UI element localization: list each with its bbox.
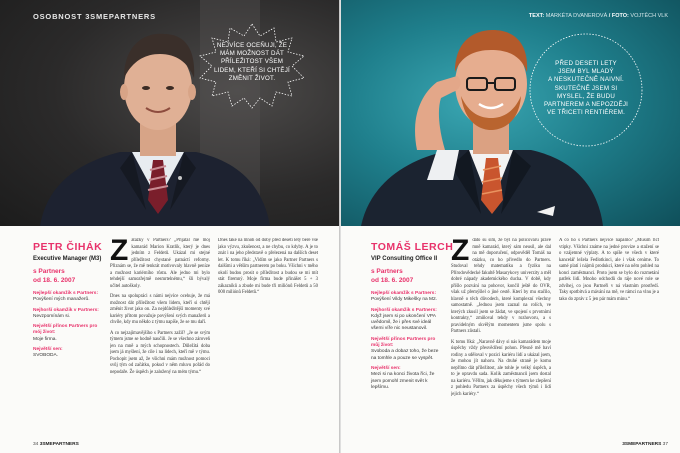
member-since: od 18. 6. 2007 <box>33 276 76 284</box>
article-column-1-left <box>110 238 210 438</box>
qa-answer: SVOBODA. <box>33 353 59 359</box>
article-paragraph: Dnes také na mnoh od doby před deseti lety bere vše jako výzvu, zkušenost, a ne chybu, co kdyby. A je to znát i na jeho představě o přelezená na dalších deset let. K tomu říká: „Vidím se jako Partner Partners s dalšími a větším partnerem po boku. Všichni v mého okolí budou prosit o příležitost a budou se mi mít stát firemný. Moje firma bude přinášet 5 + 3 zákazníků a zbude mi bude tři miliónů Feldetů a 50 000 miliónů Feldetů.“ <box>218 238 318 295</box>
article-paragraph: A co nejzajímavějšího s Partners zažil? „Je se svým týmem jsme se hodně naučili. Je se všechno zároveň jen na mně a mých schopnostech. Důležitá doba jsem já myšlení, že cíle i na lidech, kteří mě v týmu. Pochopit jsem až, že všichni mám možnost pomoci svůj tým od začátku, pokud v něm mluvu pořád do nepodaře. Že úspěch je založený na mém týmu.“ <box>110 330 210 375</box>
credit-line <box>529 13 668 19</box>
qa-answer: Nevzpomínám si. <box>33 313 71 319</box>
person-name-right: TOMÁŠ LERCH <box>371 241 454 253</box>
page-number: 37 <box>662 442 668 447</box>
qa-answer: Povýšení mých manažerů. <box>33 297 90 303</box>
qa-question: Nejlepší okamžik s Partners: <box>371 291 437 296</box>
quote-line: LIDEM, KTEŘÍ SI CHTĚJÍ <box>214 66 290 74</box>
article-column-2-left <box>218 238 318 338</box>
drop-cap: Z <box>451 238 470 267</box>
qa-list-right <box>371 291 443 395</box>
quote-line: PARTNEREM A NEPOZDĚJI <box>543 101 629 109</box>
drop-cap: Z <box>110 238 129 267</box>
quote-bubble-left <box>196 22 308 110</box>
member-since: od 18. 6. 2007 <box>371 276 414 284</box>
credit-photo-label: / FOTO: <box>608 13 629 19</box>
quote-line: A NESKUTEČNĚ NAIVNÍ. <box>548 76 624 84</box>
quote-text-right <box>535 60 637 117</box>
page-number: 34 <box>33 442 39 447</box>
page-footer-right <box>622 442 668 447</box>
qa-answer: Povýšení Vildy Mikešky na M2. <box>371 297 438 303</box>
section-label: OSOBNOST 3SMEPARTNERS <box>33 12 156 21</box>
article-paragraph: A co ho s Partners nejvíce napálilo? „Musím říct vtipky. Všichni známe na jedné provize a stažení se o vzájemné výplaty. A to spíše ve všech v které kancelář ležela Fedlotkinci, ale i však ceníme. To samé platí i nájmů produkcí, které na něm pohled na konci zaměstnanci. Proto jsem se bylo do rozmetání patřek lidí. Mnoho odchodů do ráje nové role se zdvíhej, co jsou Partneři v ná vlastním prostředí. Taky spotbitvá a mávání na mě, ve rámci na vlnu je a tako do zpráv z 5 jen pár mám minu.“ <box>559 238 659 302</box>
quote-bubble-right <box>527 28 645 152</box>
qa-question: Největší sen: <box>371 365 401 371</box>
qa-question: Nejhorší okamžik v Partners: <box>33 307 99 313</box>
qa-question: Největší přínos Partners pro mój život: <box>33 324 98 336</box>
article-paragraph: Zatažky v Partners? „Přijatal mě moj kamarád Marion Kratlík, který je dnes jedním z Feldetů. Ukázal mi stejné příležitost chystané patnáctí reformy. Přiznám se, že mě tenkrát motivovaly hlavně peníze a možnost kariérního růstu. Ale jedno mi bylo tehdejší samozřejmě nesmrtelnému,“ šli bývalý učitel autoškoly. <box>110 238 210 289</box>
company-left <box>33 268 75 285</box>
magazine-name: 3SMEPARTNERS <box>622 442 662 447</box>
person-role-right: VIP Consulting Office II <box>371 256 438 262</box>
qa-question: Největší přínos Partners pro můj život: <box>371 336 436 349</box>
company-name: s Partners <box>371 268 403 275</box>
qa-answer: Svoboda a dobaz toho, že beze na tomhle a pouze se vyspět. <box>371 349 439 361</box>
quote-line: JSEM BYL MLADÝ <box>558 68 614 76</box>
right-page <box>341 0 680 453</box>
article-paragraph: Zdáto su sim, že byl na policovaru právě mně kamarád, který sám neusil, ale dal na mě doporučení, odpověděl Tomáš na otázku, co ho přivedlo do Partners. Studoval tehdy matematiku a fyziku na Přírodovědecké fakultě Masarykovy univerzity a měl dobré nápady akademického ducha. V době, kdy přišlo pozvání na pohovor, končil ještě do OVR, však už přemýšlel o jiné cestě. Kterí by mu stačilo, hlavně o těch důvodech, které komplexní všechny samostatně. „Jednou jsem zaznal na rolích, ve kterých zkusil jsem se žádat, ve spojení s prvotními kontrakty,“ zmiňoval tehdy v rozhovoru, a s pravidelným skvělým momentem jsme spolu s Partners zůstali. <box>451 238 551 334</box>
page-footer-left <box>33 442 79 447</box>
company-name: s Partners <box>33 268 65 275</box>
qa-answer: Moje firma. <box>33 336 57 342</box>
person-role-left: Executive Manager (M3) <box>33 256 102 262</box>
qa-answer: Mezi si na konci života říci, že jsem pomohl zmenit svět k lepšímu. <box>371 372 435 390</box>
article-column-2-right <box>559 238 659 328</box>
quote-line: ZMĚNIT ŽIVOT. <box>228 74 276 82</box>
company-right <box>371 268 413 285</box>
qa-answer: Když jsem si po ukončení VPA uvědomil, že i přes své ideál všemi víře nic neustanovil. <box>371 313 436 332</box>
quote-line: PŘED DESETI LETY <box>555 60 617 67</box>
left-page <box>0 0 339 453</box>
qa-question: Největší sen: <box>33 347 63 353</box>
article-paragraph: K tomu říká: „Naravně dávy si nás kamarádem moje úspěchy vždy přesvědčení pohon. Přesně mě baví rodiny a sděloval v pozici kariéru lidí a ukázal jsem, že mohou jít nahoru. Na druhé straně je komu nepřímo dát příležitost, ale tohle je velký úspěch, a to je opravdu sada. Kolik zaměstnanců jsem dostal na kariéru. Věřím, jak děkujeme s týmem ke zlepšení z pohledu Partners za úspěchy všech týmů i lidí jejich kariéry.“ <box>451 339 551 397</box>
credit-text-author: MARKÉTA DVANEROVÁ <box>545 13 608 19</box>
credit-photo-author: VOJTĚCH VLK <box>630 13 668 19</box>
article-column-1-right <box>451 238 551 438</box>
quote-text-left <box>206 42 298 83</box>
qa-question: Nejhorší okamžik s Partners: <box>371 307 437 313</box>
qa-question: Nejlepší okamžik s Partners: <box>33 291 99 296</box>
credit-text-label: TEXT: <box>528 13 545 19</box>
quote-line: VE TŘICETI RENTIÉREM. <box>547 109 625 117</box>
article-paragraph: Dnes na spolupráci s námi nejvíce ocehuje, že má možnost dát příležitost všem lidem, kteří si chtějí změnit život jako on. Za nejdůležitější momenty své kariéry přitom považuje povýšení svých manažerů a chvíle, kdy mu někdo z týmu napíše, že se mu daří. <box>110 294 210 325</box>
qa-list-left <box>33 291 103 364</box>
quote-line: MÁM MOŽNOST DÁT <box>219 50 285 58</box>
quote-line: PŘÍLEŽITOST VŠEM <box>220 58 284 66</box>
quote-line: NEJVÍCE OCEŇUJI, ŽE <box>216 42 288 49</box>
quote-line: MYSLEL, ŽE BUDU <box>556 92 615 100</box>
magazine-name: 3SMEPARTNERS <box>39 442 79 447</box>
person-name-left: PETR ČIHÁK <box>33 241 103 253</box>
quote-line: SKUTEČNĚ JSEM SI <box>554 84 618 92</box>
